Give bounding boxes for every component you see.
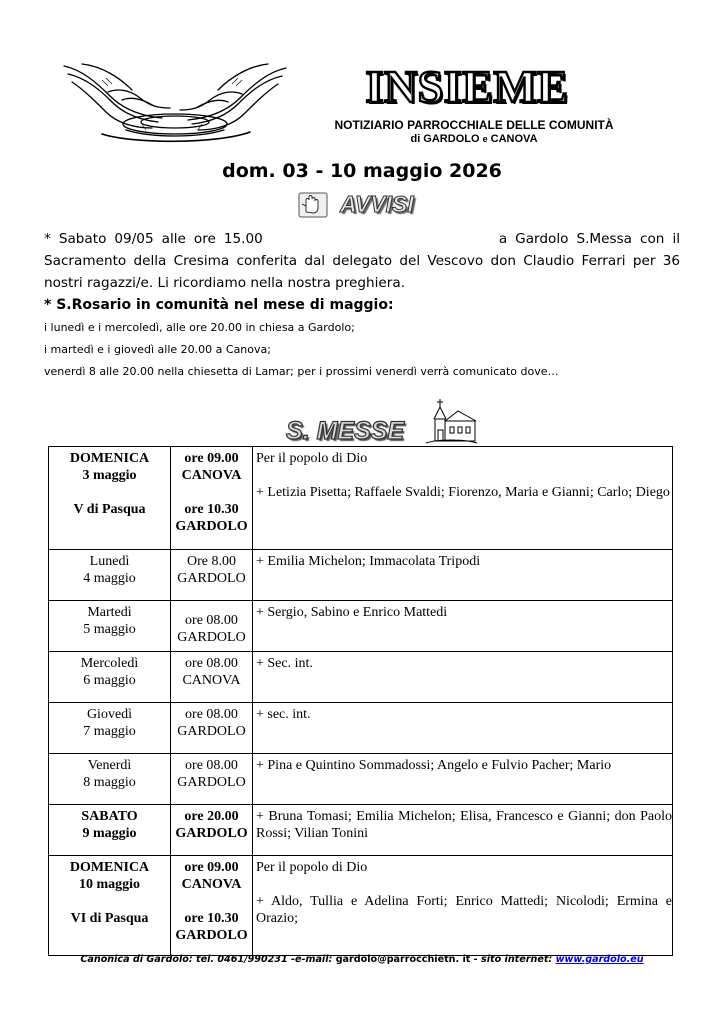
avvisi-heading: AVVISI <box>340 191 414 217</box>
table-row <box>49 601 673 652</box>
mass-time: ore 08.00 <box>185 613 238 628</box>
table-row <box>49 805 673 856</box>
day-date: 8 maggio <box>83 775 136 790</box>
day-date: 6 maggio <box>83 673 136 688</box>
footer-email[interactable]: gardolo@parrocchietn. it <box>335 954 471 965</box>
schedule-day-cell <box>49 447 171 550</box>
day-name: Venerdì <box>87 758 132 773</box>
schedule-day-cell <box>49 703 171 754</box>
rosary-line: i martedì e i giovedì alle 20.00 a Canova; <box>44 343 271 356</box>
table-row <box>49 550 673 601</box>
schedule-intent-cell: + Bruna Tomasi; Emilia Michelon; Elisa, Francesco e Gianni; don Paolo Rossi; Vilian Tonini <box>253 805 673 856</box>
mass-intent: + Aldo, Tullia e Adelina Forti; Enrico Mattedi; Nicolodi; Ermina e Orazio; <box>256 894 672 926</box>
schedule-day-cell <box>49 805 171 856</box>
mass-place: GARDOLO <box>177 724 246 739</box>
day-name: Giovedì <box>86 707 133 722</box>
day-date: 4 maggio <box>83 571 136 586</box>
mass-time: ore 08.00 <box>185 758 238 773</box>
mass-place: GARDOLO <box>177 775 246 790</box>
table-row <box>49 447 673 550</box>
notice-hand-icon <box>298 192 328 218</box>
schedule-intent-cell: + sec. int. <box>253 703 673 754</box>
community-gardolo: di GARDOLO <box>410 133 480 145</box>
rosary-title: * S.Rosario in comunità nel mese di maggio: <box>44 297 394 313</box>
newsletter-subtitle: NOTIZIARIO PARROCCHIALE DELLE COMUNITÀ <box>334 118 614 132</box>
mass-intent: + Letizia Pisetta; Raffaele Svaldi; Fiorenzo, Maria e Gianni; Carlo; Diego <box>256 485 670 500</box>
footer-contacts <box>0 954 724 965</box>
notice-text: a Gardolo S.Messa con il Sacramento della Cresima conferita dal delegato del Vescovo don Claudio Ferrari per 36 nostri ragazzi/e. Li ricordiamo nella nostra preghiera. <box>44 231 680 291</box>
schedule-time-cell <box>171 652 253 703</box>
rosary-line: venerdì 8 alle 20.00 nella chiesetta di Lamar; per i prossimi venerdì verrà comunicato dove… <box>44 365 559 378</box>
mass-intent: Per il popolo di Dio <box>256 451 368 466</box>
schedule-day-cell <box>49 856 171 956</box>
table-row <box>49 856 673 956</box>
schedule-time-cell <box>171 447 253 550</box>
day-date: 7 maggio <box>83 724 136 739</box>
confirmation-notice <box>44 228 680 294</box>
schedule-intent-cell <box>253 856 673 956</box>
hands-logo-icon <box>62 60 288 146</box>
notice-date: * Sabato 09/05 alle ore 15.00 <box>44 231 263 247</box>
day-date: 9 maggio <box>82 826 137 841</box>
day-name: DOMENICA <box>69 451 150 466</box>
mass-place: GARDOLO <box>177 630 246 645</box>
schedule-intent-cell: + Pina e Quintino Sommadossi; Angelo e Fulvio Pacher; Mario <box>253 754 673 805</box>
mass-time: ore 20.00 <box>184 809 239 824</box>
schedule-intent-cell <box>253 447 673 550</box>
newsletter-title: INSIEME <box>365 61 569 112</box>
schedule-time-cell <box>171 601 253 652</box>
day-date: 5 maggio <box>83 622 136 637</box>
mass-place: GARDOLO <box>175 928 248 943</box>
church-icon <box>424 397 478 445</box>
mass-schedule-table <box>48 446 673 956</box>
schedule-day-cell <box>49 601 171 652</box>
schedule-time-cell <box>171 856 253 956</box>
schedule-day-cell <box>49 550 171 601</box>
mass-place: GARDOLO <box>175 519 248 534</box>
schedule-time-cell <box>171 550 253 601</box>
day-name: Mercoledì <box>80 656 139 671</box>
footer-site-label: - sito internet: <box>473 954 553 965</box>
table-row <box>49 652 673 703</box>
day-date: 10 maggio <box>78 877 141 892</box>
mass-intent: Per il popolo di Dio <box>256 860 368 875</box>
subtitle-conjunction: e <box>482 134 488 144</box>
mass-place: GARDOLO <box>177 571 246 586</box>
issue-date: dom. 03 - 10 maggio 2026 <box>222 160 502 182</box>
footer-phone-text: Canonica di Gardolo: tel. 0461/990231 -e-mail: <box>80 954 333 965</box>
mass-time: Ore 8.00 <box>187 554 236 569</box>
mass-time: ore 08.00 <box>185 707 238 722</box>
day-name: SABATO <box>81 809 138 824</box>
table-row <box>49 754 673 805</box>
liturgical-day: V di Pasqua <box>73 502 146 517</box>
liturgical-day: VI di Pasqua <box>70 911 149 926</box>
day-date: 3 maggio <box>82 468 137 483</box>
schedule-day-cell <box>49 652 171 703</box>
website-link[interactable]: www.gardolo.eu <box>555 954 644 965</box>
schedule-time-cell <box>171 703 253 754</box>
schedule-intent-cell: + Sergio, Sabino e Enrico Mattedi <box>253 601 673 652</box>
schedule-day-cell <box>49 754 171 805</box>
mass-time: ore 10.30 <box>184 911 239 926</box>
day-name: DOMENICA <box>69 860 150 875</box>
mass-place: CANOVA <box>181 468 242 483</box>
schedule-intent-cell: + Emilia Michelon; Immacolata Tripodi <box>253 550 673 601</box>
day-name: Martedì <box>87 605 132 620</box>
mass-place: GARDOLO <box>175 826 248 841</box>
rosary-line: i lunedì e i mercoledì, alle ore 20.00 in chiesa a Gardolo; <box>44 321 355 334</box>
table-row <box>49 703 673 754</box>
mass-time: ore 09.00 <box>184 451 239 466</box>
day-name: Lunedì <box>89 554 130 569</box>
mass-place: CANOVA <box>181 877 242 892</box>
mass-time: ore 10.30 <box>184 502 239 517</box>
community-canova: CANOVA <box>490 133 538 145</box>
schedule-intent-cell: + Sec. int. <box>253 652 673 703</box>
mass-time: ore 09.00 <box>184 860 239 875</box>
mass-place: CANOVA <box>182 673 241 688</box>
newsletter-subtitle-communities <box>300 133 648 146</box>
schedule-time-cell <box>171 754 253 805</box>
schedule-time-cell <box>171 805 253 856</box>
messe-heading: S. MESSE <box>286 417 405 445</box>
mass-time: ore 08.00 <box>185 656 238 671</box>
